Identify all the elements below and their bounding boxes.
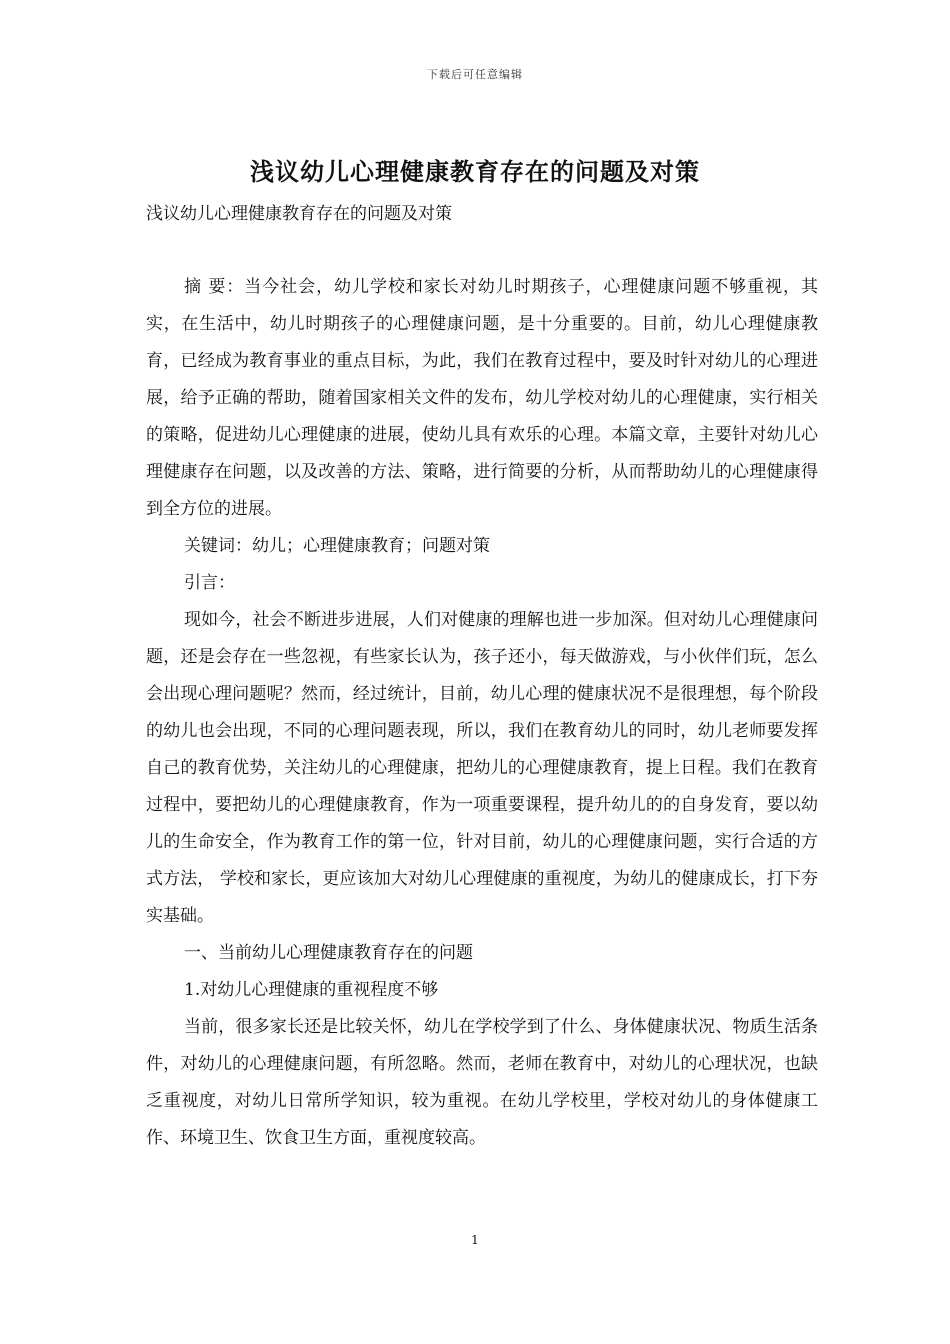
document-subtitle: 浅议幼儿心理健康教育存在的问题及对策	[146, 204, 452, 224]
abstract-paragraph: 摘 要：当今社会，幼儿学校和家长对幼儿时期孩子，心理健康问题不够重视，其实，在生活中，幼儿时期孩子的心理健康问题，是十分重要的。目前，幼儿心理健康教育，已经成为教育事业的重点目标，为此，我们在教育过程中，要及时针对幼儿的心理进展，给予正确的帮助，随着国家相关文件的发布，幼儿学校对幼儿的心理健康，实行相关的策略，促进幼儿心理健康的进展，使幼儿具有欢乐的心理。本篇文章，主要针对幼儿心理健康存在问题，以及改善的方法、策略，进行简要的分析，从而帮助幼儿的心理健康得到全方位的进展。	[146, 277, 818, 519]
document-body	[146, 196, 818, 1157]
page-number: 1	[471, 1233, 479, 1247]
keywords-line: 关键词：幼儿；心理健康教育；问题对策	[184, 536, 490, 556]
header-note: 下载后可任意编辑	[427, 68, 523, 81]
intro-heading: 引言：	[184, 573, 235, 593]
subsection-paragraph: 当前，很多家长还是比较关怀，幼儿在学校学到了什么、身体健康状况、物质生活条件，对幼儿的心理健康问题，有所忽略。然而，老师在教育中，对幼儿的心理状况，也缺乏重视度，对幼儿日常所学知识，较为重视。在幼儿学校里，学校对幼儿的身体健康工作、环境卫生、饮食卫生方面，重视度较高。	[146, 1017, 818, 1148]
document-title: 浅议幼儿心理健康教育存在的问题及对策	[250, 157, 700, 186]
section-heading: 一、当前幼儿心理健康教育存在的问题	[184, 943, 473, 963]
intro-paragraph: 现如今，社会不断进步进展，人们对健康的理解也进一步加深。但对幼儿心理健康问题，还是会存在一些忽视，有些家长认为，孩子还小，每天做游戏，与小伙伴们玩，怎么会出现心理问题呢？然而，经过统计，目前，幼儿心理的健康状况不是很理想，每个阶段的幼儿也会出现，不同的心理问题表现，所以，我们在教育幼儿的同时，幼儿老师要发挥自己的教育优势，关注幼儿的心理健康，把幼儿的心理健康教育，提上日程。我们在教育过程中，要把幼儿的心理健康教育，作为一项重要课程，提升幼儿的的自身发育，要以幼儿的生命安全，作为教育工作的第一位，针对目前，幼儿的心理健康问题，实行合适的方式方法， 学校和家长，更应该加大对幼儿心理健康的重视度，为幼儿的健康成长，打下夯实基础。	[146, 610, 818, 926]
subsection-heading: 1.对幼儿心理健康的重视程度不够	[184, 980, 439, 1000]
